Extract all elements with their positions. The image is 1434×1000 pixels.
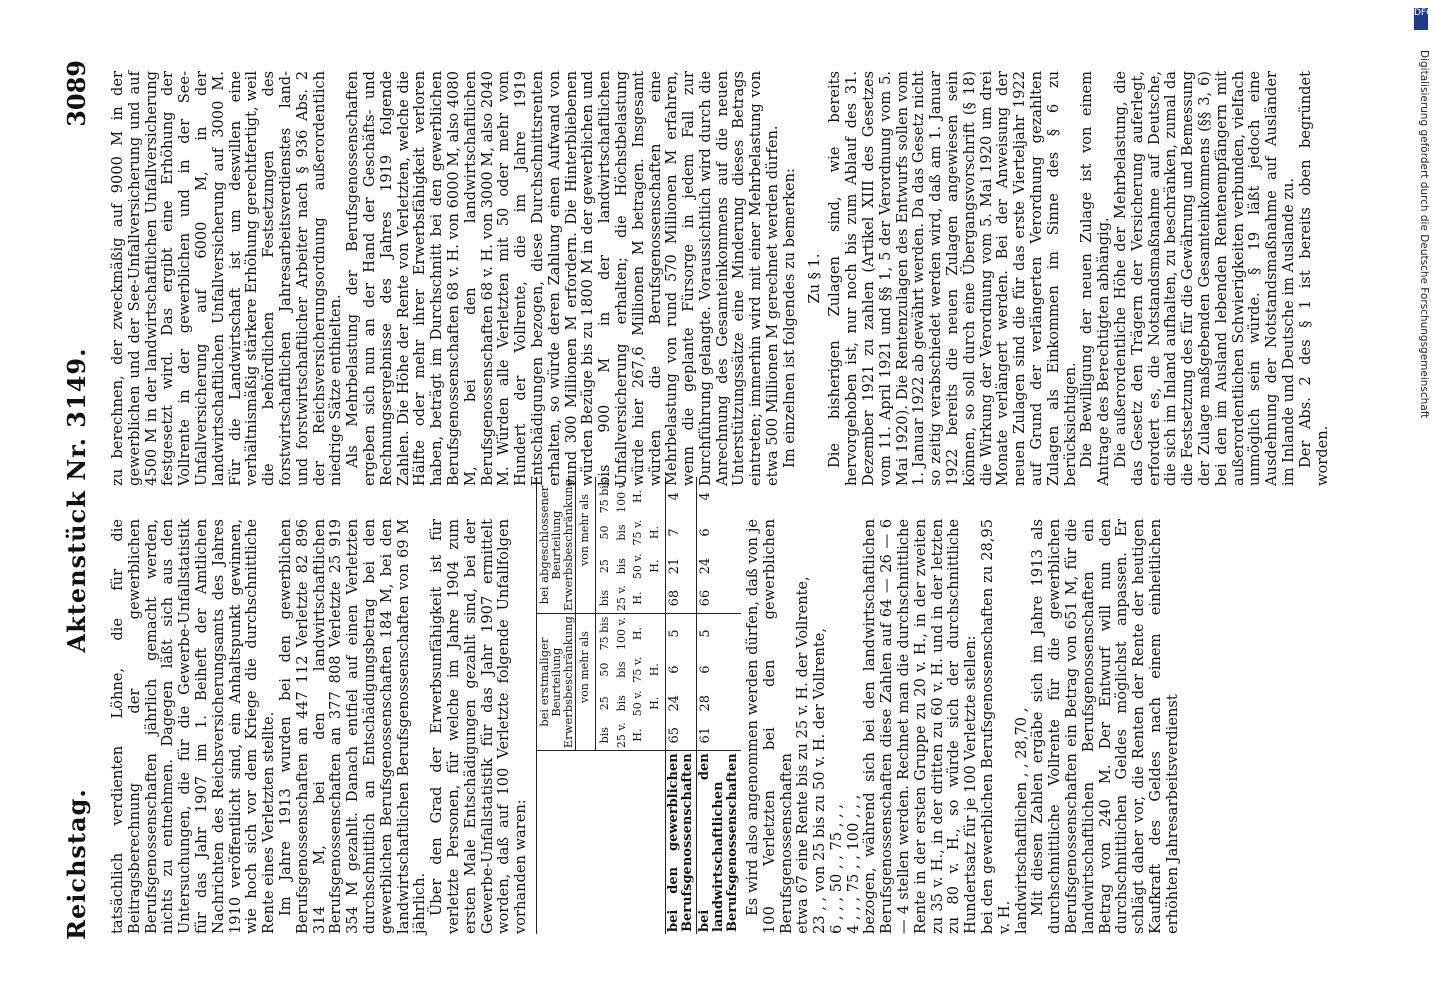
- rate-line: 6 , , , 50 , , 75 , , ,: [827, 804, 845, 934]
- table-group-header: [536, 614, 575, 751]
- column-header: 50 bis 75 v. H.: [595, 516, 665, 549]
- table-subheader: von mehr als: [575, 614, 595, 721]
- paragraph: Im einzelnen ist folgendes zu bemerken:: [780, 168, 798, 468]
- table-cell: 66: [696, 583, 741, 614]
- table-cell: 21: [665, 549, 696, 583]
- table-cell: 61: [696, 720, 741, 751]
- table-corner: [536, 751, 665, 934]
- table-row: [665, 477, 696, 934]
- column-header: bis 25 v. H.: [595, 720, 665, 751]
- accident-consequences-table: [536, 477, 741, 934]
- table-subheader: von mehr als: [575, 477, 595, 583]
- group-title: bei erstmaliger Beurteilung: [536, 637, 563, 727]
- paragraph: Die außerordentliche Höhe der Mehrbelastung, die das Gesetz den Trägern der Versicherung auferlegt, erfordert es, die Notstandsmaßnahme auf Deutsche, die sich im Inland aufhalten, zu beschränken, zumal da die Festsetzung des für die Gewährung und Bemessung der Zulage maßgebenden Gesamteinkommens (§§ 3, 6) bei den im Ausland lebenden Rentenempfängern mit außerordentlichen Schwierigkeiten verbunden, vielfach unmöglich sein würde. § 19 läßt jedoch eine Ausdehnung der Notstandsmaßnahme auf Ausländer im Inlande und Deutsche im Auslande zu.: [1112, 71, 1297, 486]
- column-header: 25 bis 50 v. H.: [595, 686, 665, 720]
- dfg-logo: DFG: [1414, 8, 1428, 30]
- table-cell: 28: [696, 686, 741, 720]
- row-label: bei den gewerblichen Berufsgenossenschaften: [665, 751, 696, 934]
- page-header: [62, 60, 102, 940]
- paragraph: Als Mehrbelastung der Berufsgenossenschaften ergeben sich nun an der Hand der Geschäfts- und Rechnungsergebnisse des Jahres 1919 folgende Zahlen. Die Höhe der Rente von Verletzten, welche die Hälfte oder mehr ihrer Erwerbsfähigkeit verloren haben, beträgt im Durchschnitt bei den gewerblichen Berufsgenossenschaften 68 v. H. von 6000 M, also 4080 M, bei den landwirtschaftlichen Berufsgenossenschaften 68 v. H. von 3000 M, also 2040 M. Würden alle Verletzten mit 50 oder mehr vom Hundert der Vollrente, die im Jahre 1919 Entschädigungen bezogen, diese Durchschnittsrenten erhalten, so würde deren Zahlung einen Aufwand von rund 300 Millionen M erfordern. Die Hinterbliebenen würden Bezüge bis zu 1800 M in der gewerblichen und bis 900 M in der landwirtschaftlichen Unfallversicherung erhalten; die Höchstbelastung würde hier 267,6 Millionen M betragen. Insgesamt würden die Berufsgenossenschaften eine Mehrbelastung von rund 570 Millionen M erfahren, wenn die geplante Fürsorge in jedem Fall zur Durchführung gelangte. Voraussichtlich wird durch die Anrechnung des Gesamteinkommens auf die neuen Unterstützungssätze eine Minderung dieses Betrags eintreten; immerhin wird mit einer Mehrbelastung von etwa 500 Millionen M gerechnet werden dürfen.: [344, 70, 782, 486]
- group-title: bei abgeschlossener Beurteilung: [536, 485, 563, 605]
- table-cell: 6: [696, 516, 741, 549]
- left-column: [109, 479, 1182, 934]
- table-cell: 6: [665, 653, 696, 686]
- paragraph: Im Jahre 1913 wurden bei den gewerblichen Berufsgenossenschaften an 447 112 Verletzte 82 896 314 M, bei den landwirtschaftlichen Berufsgenossenschaften an 377 808 Verletzte 25 919 354 M gezahlt. Danach entfiel auf einen Verletzten durchschnittlich an Entschädigungsbetrag bei den gewerblichen Berufsgenossenschaften 184 M, bei den landwirtschaftlichen Berufsgenossenschaften von 69 M jährlich.: [276, 519, 429, 934]
- group-subtitle: Erwerbsbeschränkung: [560, 479, 575, 612]
- table-cell: 68: [665, 583, 696, 614]
- table-cell: 7: [665, 516, 696, 549]
- table-cell: 5: [665, 614, 696, 653]
- right-column: [110, 71, 1331, 486]
- table-cell: 24: [665, 686, 696, 720]
- table-subheader: [575, 720, 595, 751]
- rate-line: 4 , , , 75 , , 100 , , ,: [844, 794, 862, 934]
- column-header: bis 25 v. H.: [595, 583, 665, 614]
- table-cell: 65: [665, 720, 696, 751]
- paragraph: Die bisherigen Zulagen sind, wie bereits hervorgehoben ist, nur noch bis zum Ablauf des 31. Dezember 1921 zu zahlen (Artikel XIII des Gesetzes vom 11. April 1921 und §§ 1, 5 der Verordnung vom 5. Mai 1920). Die Rentenzulagen des Entwurfs sollen vom 1. Januar 1922 ab gewährt werden. Da das Gesetz nicht so zeitig verabschiedet werden wird, daß am 1. Januar 1922 bereits die neuen Zulagen angewiesen sein können, so soll durch eine Übergangsvorschrift (§ 18) die Wirkung der Verordnung vom 5. Mai 1920 um drei Monate verlängert werden. Bei der Anweisung der neuen Zulagen sind die für das erste Vierteljahr 1922 auf Grund der verlängerten Verordnung gezahlten Zulagen als Einkommen im Sinne des § 6 zu berücksichtigen.: [826, 71, 1079, 486]
- section-heading: Zu § 1.: [805, 253, 823, 304]
- paragraph: Mit diesen Zahlen ergäbe sich im Jahre 1913 als durchschnittliche Vollrente für die gewerblichen Berufsgenossenschaften ein Betrag von 651 M, für die landwirtschaftlichen Berufsgenossenschaften ein Betrag von 240 M. Der Entwurf will nun den durchschnittlichen Geldes möglichst anpassen. Er schlägt daher vor, die Renten der Rente der heutigen Kaufkraft des Geldes nach einem einheitlichen erhöhten Jahresarbeitsverdienst: [1029, 519, 1181, 934]
- table-cell: 4: [696, 477, 741, 516]
- table-cell: 4: [665, 477, 696, 516]
- row-label: bei den landwirtschaftlichen Berufsgenossenschaften: [696, 751, 741, 934]
- page-number: 3089: [62, 60, 91, 127]
- table-cell: 6: [696, 653, 741, 686]
- paragraph: Über den Grad der Erwerbsunfähigkeit ist für verletzte Personen, für welche im Jahre 1904 zum ersten Male Entschädigungen gezahlt sind, bei der Gewerbe-Unfallstatistik für das Jahr 1907 ermittelt worden, daß auf 100 Verletzte folgende Unfallfolgen vorhanden waren:: [428, 519, 530, 934]
- table-cell: 24: [696, 549, 741, 583]
- header-left: Reichstag.: [62, 788, 91, 940]
- rate-line: etwa 67 eine Rente bis zu 25 v. H. der Vollrente,: [794, 576, 812, 934]
- paragraph: tatsächlich verdienten Löhne, die für die Beitragsberechnung der gewerblichen Berufsgenossenschaften jährlich gemacht werden, nichts zu entnehmen. Dagegen läßt sich aus den Untersuchungen, die für die Gewerbe-Unfallstatistik für das Jahr 1907 im 1. Beiheft der Amtlichen Nachrichten des Reichsversicherungsamts des Jahres 1910 veröffentlicht sind, ein Anhaltspunkt gewinnen, wie hoch sich vor dem Kriege die durchschnittliche Rente eines Verletzten stellte.: [109, 519, 278, 934]
- group-subtitle: Erwerbsbeschränkung: [560, 616, 575, 749]
- paragraph: Die Bewilligung der neuen Zulage ist von einem Antrage des Berechtigten abhängig.: [1078, 71, 1113, 486]
- table-group-header: [536, 477, 575, 614]
- paragraph: bezogen, während sich bei den landwirtschaftlichen Berufsgenossenschaften diese Zahlen auf 64 — 26 — 6 — 4 stellen werden. Rechnet man die durchschnittliche Rente in der ersten Gruppe zu 20 v. H., in der zweiten zu 35 v. H., in der dritten zu 60 v. H. und in der letzten zu 80 v. H., so würde sich der durchschnittliche Hundertsatz für je 100 Verletzte stellen:: [861, 519, 980, 934]
- table-cell: 5: [696, 614, 741, 653]
- table-subheader: [575, 583, 595, 614]
- digitization-note-text: Digitalisierung gefördert durch die Deutsche Forschungsgemeinschaft: [1418, 50, 1430, 419]
- paragraph: zu berechnen, der zweckmäßig auf 9000 M in der gewerblichen und der See-Unfallversicherung und auf 4500 M in der landwirtschaftlichen Unfallversicherung festgesetzt wird. Das ergibt eine Erhöhung der Vollrente in der gewerblichen und in der See-Unfallversicherung auf 6000 M, in der landwirtschaftlichen Unfallversicherung auf 3000 M. Für die Landwirtschaft ist um deswillen eine verhältnismäßig stärkere Erhöhung gerechtfertigt, weil die behördlichen Festsetzungen des forstwirtschaftlichen Jahresarbeitsverdienstes land- und forstwirtschaftlicher Arbeiter nach § 936 Abs. 2 der Reichsversicherungsordnung außerordentlich niedrige Sätze enthielten.: [109, 71, 345, 486]
- header-title: Aktenstück Nr. 3149.: [62, 347, 91, 653]
- digitization-note: [1416, 40, 1432, 960]
- rate-line: 23 , , von 25 bis zu 50 v. H. der Vollrente,: [811, 628, 829, 934]
- rate-line: landwirtschaftlichen , , 28,70 ,: [1012, 707, 1030, 934]
- rate-line: bei den gewerblichen Berufsgenossenschaften zu 28,95 v. H.: [979, 519, 1013, 934]
- column-header: 75 bis 100 v. H.: [595, 477, 665, 516]
- column-header: 25 bis 50 v. H.: [595, 549, 665, 583]
- column-header: 50 bis 75 v. H.: [595, 653, 665, 686]
- paragraph: Der Abs. 2 des § 1 ist bereits oben begründet worden.: [1296, 71, 1331, 486]
- table-row: [696, 477, 741, 934]
- paragraph: Es wird also angenommen werden dürfen, daß von je 100 Verletzten bei den gewerblichen Berufsgenossenschaften: [743, 519, 795, 934]
- column-header: 75 bis 100 v. H.: [595, 614, 665, 653]
